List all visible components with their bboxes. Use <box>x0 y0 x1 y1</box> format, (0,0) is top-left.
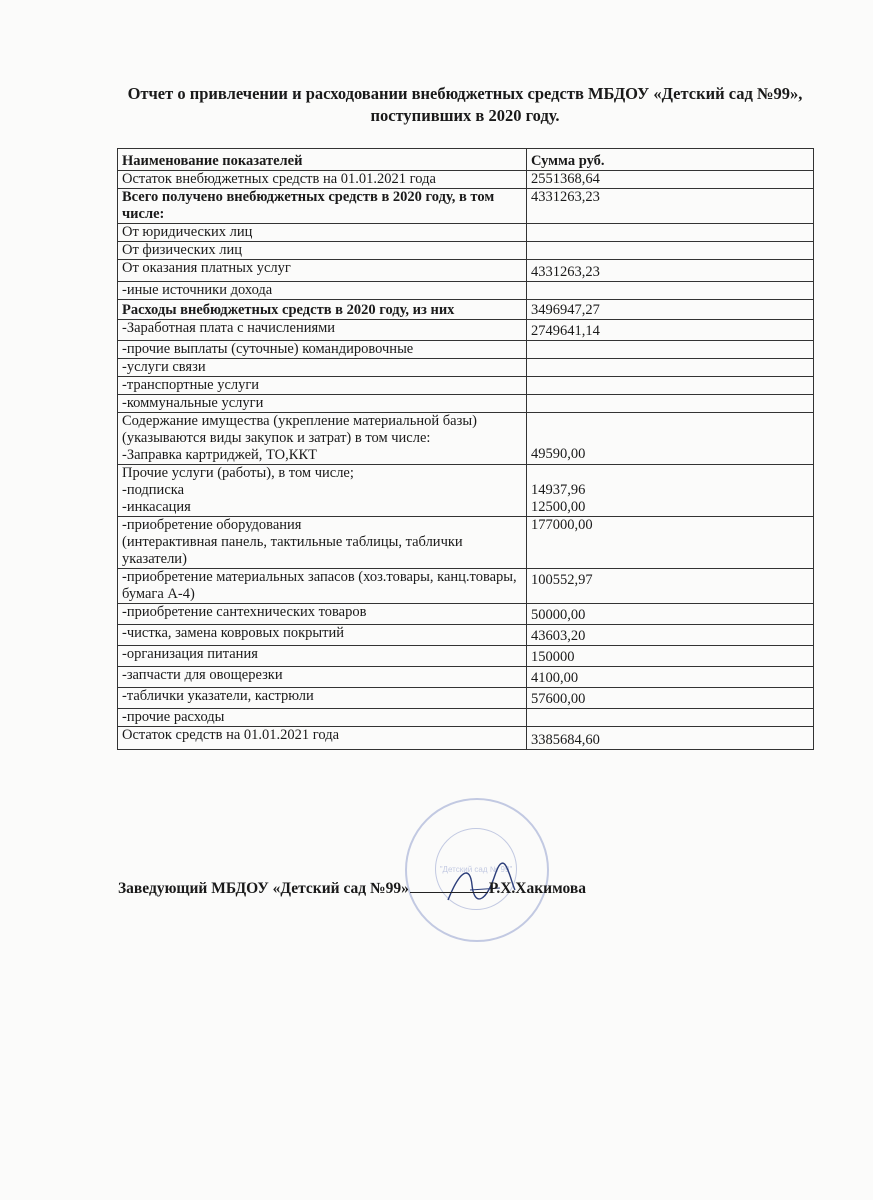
row-sum: 3496947,27 <box>527 300 814 320</box>
table-header-row <box>118 149 814 171</box>
table-row <box>118 300 814 320</box>
row-name: -приобретение оборудования <box>122 517 302 533</box>
row-name: Всего получено внебюджетных средств в 2020 году, в том числе: <box>118 189 527 224</box>
table-row <box>118 189 814 224</box>
row-subitem: -подписка <box>122 482 185 498</box>
row-sum: 12500,00 <box>531 499 586 515</box>
footer-position: Заведующий МБДОУ «Детский сад №99» <box>118 880 409 897</box>
header-indicator-name: Наименование показателей <box>118 149 527 171</box>
row-sum: 2551368,64 <box>527 171 814 189</box>
row-name: -прочие расходы <box>118 709 527 727</box>
table-row <box>118 260 814 282</box>
row-sum: 150000 <box>527 646 814 667</box>
table-row <box>118 727 814 750</box>
row-name: -услуги связи <box>118 359 527 377</box>
table-row <box>118 224 814 242</box>
row-name: -приобретение сантехнических товаров <box>118 604 527 625</box>
row-name: -чистка, замена ковровых покрытий <box>118 625 527 646</box>
table-row <box>118 709 814 727</box>
row-sum: 2749641,14 <box>527 320 814 341</box>
row-name: -прочие выплаты (суточные) командировочные <box>118 341 527 359</box>
table-row <box>118 646 814 667</box>
row-name: -организация питания <box>118 646 527 667</box>
table-row <box>118 377 814 395</box>
row-sum <box>527 242 814 260</box>
table-row <box>118 171 814 189</box>
table-row <box>118 667 814 688</box>
table-row <box>118 569 814 604</box>
row-subitem: -инкасация <box>122 499 191 515</box>
row-sum <box>527 709 814 727</box>
table-row <box>118 688 814 709</box>
row-sum: 43603,20 <box>527 625 814 646</box>
row-name: Расходы внебюджетных средств в 2020 году, из них <box>118 300 527 320</box>
table-row <box>118 465 814 517</box>
table-row <box>118 395 814 413</box>
table-row <box>118 320 814 341</box>
table-row <box>118 341 814 359</box>
row-sum: 57600,00 <box>527 688 814 709</box>
row-sum: 14937,96 <box>531 482 586 498</box>
table-row <box>118 242 814 260</box>
row-name: От юридических лиц <box>118 224 527 242</box>
row-name: -иные источники дохода <box>118 282 527 300</box>
row-name: Остаток внебюджетных средств на 01.01.2021 года <box>118 171 527 189</box>
row-sum: 50000,00 <box>527 604 814 625</box>
row-sum <box>527 224 814 242</box>
row-name: Остаток средств на 01.01.2021 года <box>118 727 527 750</box>
row-sum <box>527 395 814 413</box>
row-sum: 100552,97 <box>527 569 814 604</box>
row-name: От оказания платных услуг <box>118 260 527 282</box>
row-name: -транспортные услуги <box>118 377 527 395</box>
table-row <box>118 517 814 569</box>
row-sum: 4331263,23 <box>527 260 814 282</box>
row-sum-group <box>527 465 814 517</box>
row-sum: 177000,00 <box>527 517 814 569</box>
row-name-group <box>118 517 527 569</box>
row-name-group <box>118 413 527 465</box>
row-subitem: (интерактивная панель, тактильные таблицы, таблички указатели) <box>122 534 463 567</box>
row-sum: 4100,00 <box>527 667 814 688</box>
row-sum <box>527 359 814 377</box>
stamp-text: "Детский сад № 99" <box>439 864 513 874</box>
row-sum: 4331263,23 <box>527 189 814 224</box>
signature-underline <box>410 892 488 893</box>
row-name: -таблички указатели, кастрюли <box>118 688 527 709</box>
table-row <box>118 625 814 646</box>
row-sum <box>527 341 814 359</box>
table-row <box>118 359 814 377</box>
report-table <box>117 148 814 750</box>
footer-signature-line <box>118 880 586 898</box>
document-title: Отчет о привлечении и расходовании внебюджетных средств МБДОУ «Детский сад №99», поступивших в 2020 году. <box>127 84 803 125</box>
row-name: -запчасти для овощерезки <box>118 667 527 688</box>
row-sum <box>527 282 814 300</box>
row-sum: 3385684,60 <box>527 727 814 750</box>
table-row <box>118 413 814 465</box>
row-name: Содержание имущества (укрепление материальной базы) (указываются виды закупок и затрат) в том числе: <box>122 413 477 446</box>
row-name: Прочие услуги (работы), в том числе; <box>122 465 354 481</box>
row-sum <box>527 377 814 395</box>
row-subitem: -Заправка картриджей, ТО,ККТ <box>122 447 317 463</box>
row-name: -Заработная плата с начислениями <box>118 320 527 341</box>
header-sum: Сумма руб. <box>527 149 814 171</box>
row-name-group <box>118 465 527 517</box>
table-row <box>118 604 814 625</box>
footer-name: Р.Х.Хакимова <box>488 880 586 897</box>
row-name: От физических лиц <box>118 242 527 260</box>
row-sum: 49590,00 <box>527 413 814 465</box>
table-row <box>118 282 814 300</box>
row-name: -коммунальные услуги <box>118 395 527 413</box>
row-name: -приобретение материальных запасов (хоз.товары, канц.товары, бумага А-4) <box>118 569 527 604</box>
